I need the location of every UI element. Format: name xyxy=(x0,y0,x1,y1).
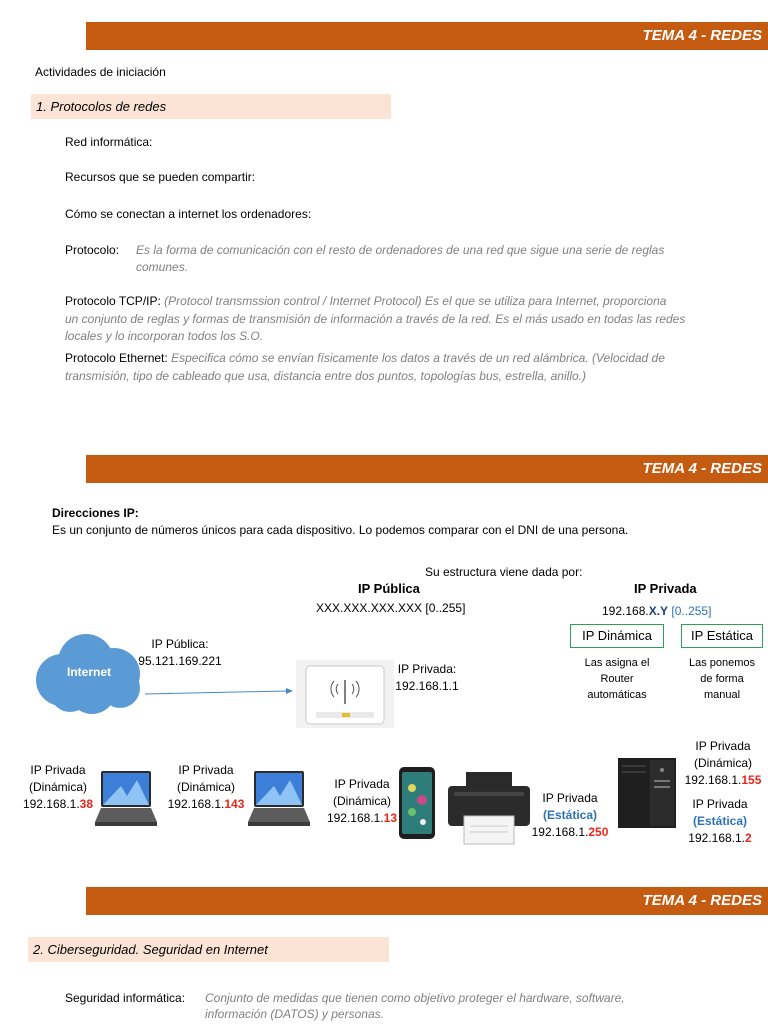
ip-privada-text: IP Privada xyxy=(695,739,751,753)
dinamica-desc-line: Las asigna el xyxy=(584,657,650,669)
estatica-desc-line: de forma xyxy=(700,673,744,685)
ip-privada-text: IP Privada xyxy=(334,777,390,791)
recursos-label: Recursos que se pueden compartir: xyxy=(65,170,256,184)
smartphone-icon xyxy=(398,766,436,840)
laptop-icon xyxy=(93,768,159,834)
router-ip: 192.168.1.1 xyxy=(395,679,459,693)
direcciones-heading: Direcciones IP: xyxy=(52,506,139,520)
phone-label xyxy=(322,776,402,827)
tcp-def-3: locales y lo incorporan todos los S.O. xyxy=(65,329,264,343)
pc-static-label xyxy=(678,796,762,847)
dinamica-desc xyxy=(570,655,664,703)
ip-privada-prefix: 192.168. xyxy=(602,604,649,618)
dinamica-desc-line: automáticas xyxy=(587,689,647,701)
dinamica-text: (Dinámica) xyxy=(332,794,391,808)
section-protocolos xyxy=(31,94,391,119)
phone-ip xyxy=(322,810,402,827)
ip-prefix: 192.168.1. xyxy=(684,773,742,787)
public-ip-value: 95.121.169.221 xyxy=(138,654,222,668)
printer-ip xyxy=(528,824,612,841)
dinamica-text: (Dinámica) xyxy=(28,780,87,794)
ip-prefix: 192.168.1. xyxy=(167,797,225,811)
ip-prefix: 192.168.1. xyxy=(22,797,80,811)
ip-suffix: 155 xyxy=(741,773,762,787)
ip-privada-xy: X.Y xyxy=(648,604,669,618)
dinamica-text: (Dinámica) xyxy=(176,780,235,794)
seguridad-def-2: información (DATOS) y personas. xyxy=(205,1007,384,1021)
eth-label: Protocolo Ethernet: xyxy=(65,351,168,365)
laptop1-ip xyxy=(18,796,98,813)
ip-publica-title: IP Pública xyxy=(358,581,420,596)
ip-privada-format xyxy=(602,603,711,620)
ip-privada-range: [0..255] xyxy=(671,604,712,618)
conectan-label: Cómo se conectan a internet los ordenadores: xyxy=(65,207,312,221)
banner-2 xyxy=(86,455,768,483)
estatica-desc-line: manual xyxy=(703,689,741,701)
seguridad-label: Seguridad informática: xyxy=(65,991,186,1005)
ip-prefix: 192.168.1. xyxy=(688,831,746,845)
ip-privada-text: IP Privada xyxy=(542,791,598,805)
pc-static-ip xyxy=(678,830,762,847)
banner-title: TEMA 4 - REDES xyxy=(642,460,762,477)
estructura-text: Su estructura viene dada por: xyxy=(425,565,583,579)
tcp-label: Protocolo TCP/IP: xyxy=(65,294,161,308)
ip-suffix: 250 xyxy=(588,825,609,839)
dinamica-desc-line: Router xyxy=(600,673,634,685)
tcp-def-2: un conjunto de reglas y formas de transmisión de información a través de la red. Es el más usado en todas las redes xyxy=(65,312,686,326)
protocolo-label: Protocolo: xyxy=(65,243,120,257)
pc-dynamic-label xyxy=(678,738,768,789)
estatica-text: (Estática) xyxy=(692,814,748,828)
eth-paragraph xyxy=(65,350,755,367)
printer-label xyxy=(528,790,612,841)
ip-privada-text: IP Privada xyxy=(30,763,86,777)
ip-privada-text: IP Privada xyxy=(178,763,234,777)
tcp-def-1: (Protocol transmssion control / Internet Protocol) Es el que se utiliza para Internet, proporciona xyxy=(164,294,667,308)
ip-dinamica-box: IP Dinámica xyxy=(570,624,664,648)
banner-3 xyxy=(86,887,768,915)
ip-suffix: 13 xyxy=(383,811,398,825)
public-ip-label: IP Pública: xyxy=(151,637,209,651)
printer-icon xyxy=(444,770,534,846)
internet-label: Internet xyxy=(66,665,111,679)
ip-prefix: 192.168.1. xyxy=(326,811,384,825)
intro-text: Actividades de iniciación xyxy=(35,65,166,79)
ip-publica-format: XXX.XXX.XXX.XXX [0..255] xyxy=(316,601,466,615)
laptop-icon xyxy=(246,768,312,834)
section-title: 1. Protocolos de redes xyxy=(36,99,167,114)
estatica-text: (Estática) xyxy=(542,808,598,822)
desktop-tower-icon xyxy=(616,756,678,830)
protocolo-def-2: comunes. xyxy=(136,260,189,274)
ip-estatica-box: IP Estática xyxy=(681,624,763,648)
banner-title: TEMA 4 - REDES xyxy=(642,27,762,44)
router-label: IP Privada: xyxy=(397,662,457,676)
router-icon xyxy=(296,660,394,728)
laptop2-label xyxy=(163,762,249,813)
direcciones-desc: Es un conjunto de números únicos para cada dispositivo. Lo podemos comparar con el DNI de una persona. xyxy=(52,523,629,537)
eth-def-1: Especifica cómo se envían físicamente los datos a través de un red alámbrica. (Velocidad de xyxy=(171,351,665,365)
eth-def-2: transmisión, tipo de cableado que usa, distancia entre dos puntos, topologías bus, estrella, anillo.) xyxy=(65,369,586,383)
laptop1-label xyxy=(18,762,98,813)
dinamica-text: (Dinámica) xyxy=(693,756,752,770)
estatica-desc xyxy=(681,655,763,703)
arrow-icon xyxy=(143,686,295,698)
section-ciberseguridad xyxy=(28,937,389,962)
ip-prefix: 192.168.1. xyxy=(531,825,589,839)
laptop2-ip xyxy=(163,796,249,813)
tcp-paragraph xyxy=(65,293,755,310)
ip-suffix: 38 xyxy=(79,797,94,811)
red-label: Red informática: xyxy=(65,135,153,149)
ip-privada-title: IP Privada xyxy=(634,581,697,596)
banner-1 xyxy=(86,22,768,50)
ip-suffix: 2 xyxy=(745,831,752,845)
section-title: 2. Ciberseguridad. Seguridad en Internet xyxy=(33,942,268,957)
seguridad-def-1: Conjunto de medidas que tienen como objetivo proteger el hardware, software, xyxy=(205,991,625,1005)
pc-dynamic-ip xyxy=(678,772,768,789)
banner-title: TEMA 4 - REDES xyxy=(642,892,762,909)
ip-suffix: 143 xyxy=(224,797,245,811)
ip-privada-text: IP Privada xyxy=(692,797,748,811)
estatica-desc-line: Las ponemos xyxy=(688,657,756,669)
protocolo-def-1: Es la forma de comunicación con el resto de ordenadores de una red que sigue una serie de reglas xyxy=(136,243,665,257)
